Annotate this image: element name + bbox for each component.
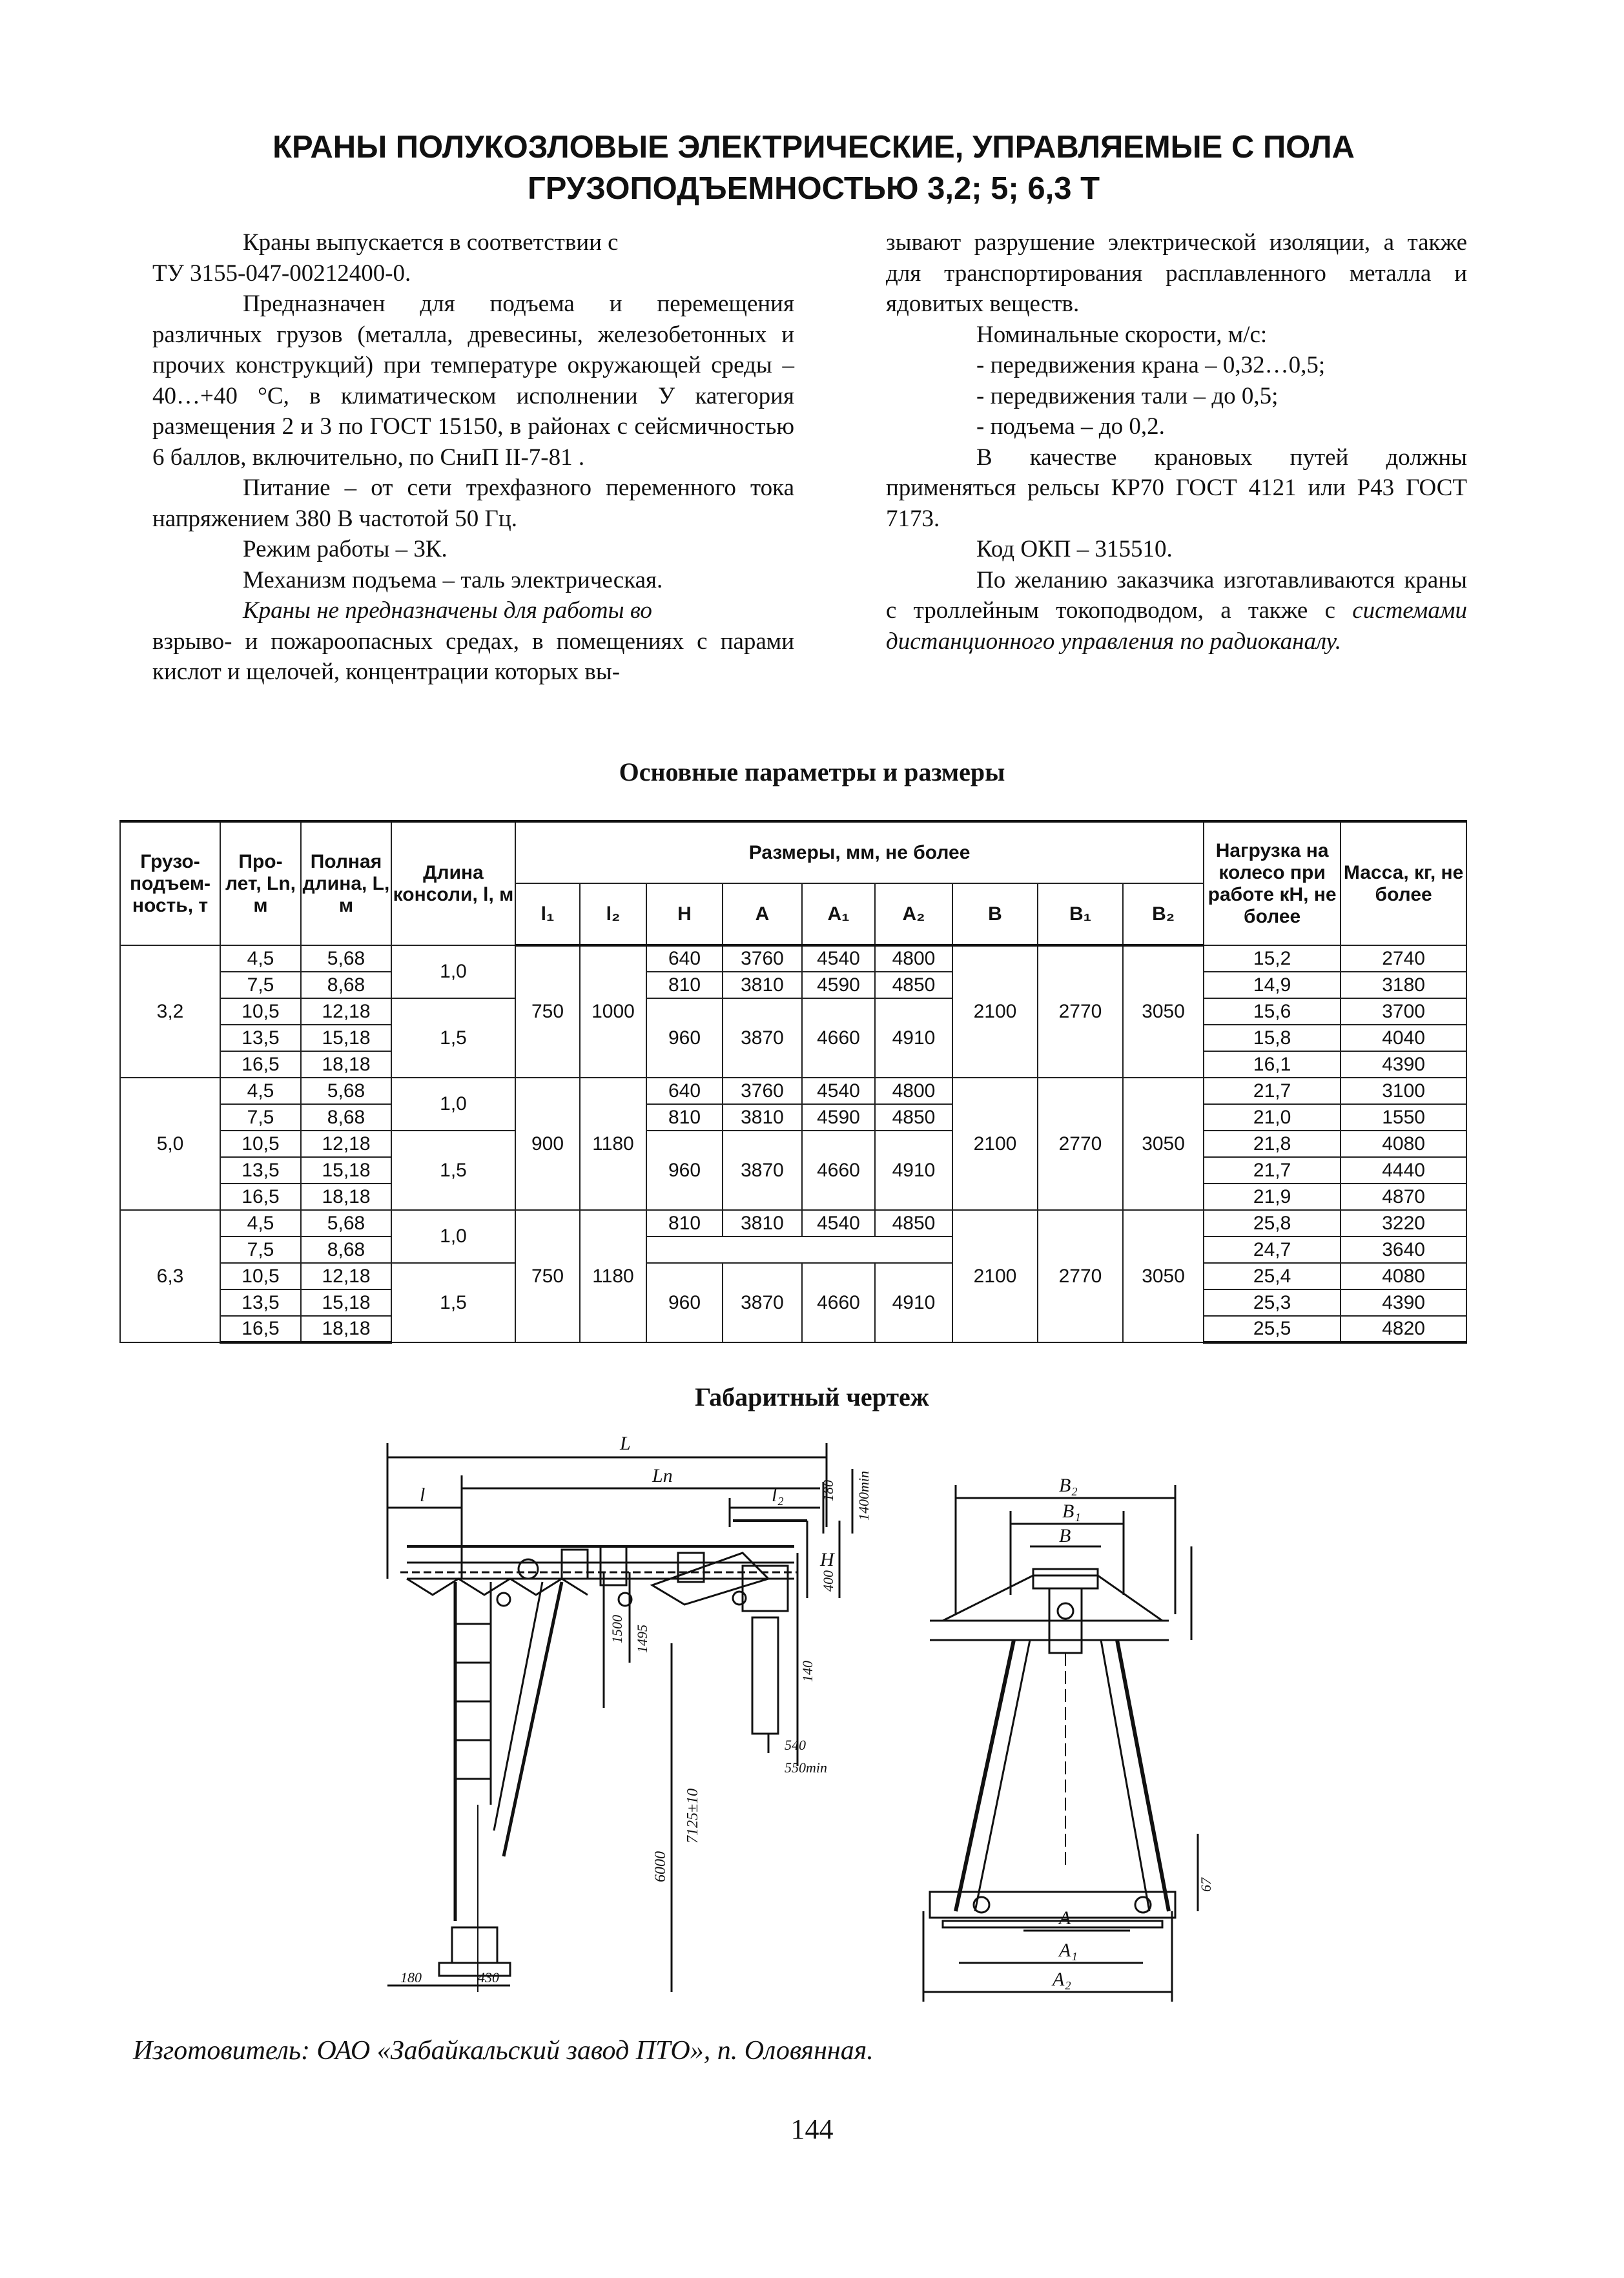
l1-cell: 750 bbox=[515, 1210, 580, 1342]
left-column bbox=[152, 227, 794, 688]
mass-cell: 4080 bbox=[1341, 1263, 1466, 1289]
dim-140: 140 bbox=[799, 1661, 816, 1682]
length-cell: 12,18 bbox=[301, 1131, 391, 1157]
header-dimensions: Размеры, мм, не более bbox=[515, 821, 1204, 883]
page-number: 144 bbox=[790, 2113, 834, 2145]
a-cell: 3870 bbox=[723, 1263, 802, 1342]
a2-cell: 4800 bbox=[875, 1078, 952, 1104]
empty-cell bbox=[875, 1236, 952, 1263]
paragraph-rails: В качестве крановых путей должны применяться рельсы КР70 ГОСТ 4121 или Р43 ГОСТ 7173. bbox=[886, 444, 1467, 532]
length-cell: 15,18 bbox=[301, 1157, 391, 1184]
h-cell: 960 bbox=[646, 998, 723, 1078]
console-cell: 1,0 bbox=[391, 1210, 515, 1263]
paragraph-okp-code: Код ОКП – 315510. bbox=[976, 536, 1173, 562]
table-row bbox=[120, 972, 1466, 998]
length-cell: 5,68 bbox=[301, 945, 391, 972]
dim-180-top: 180 bbox=[820, 1480, 836, 1501]
b-cell: 2100 bbox=[952, 945, 1038, 1078]
header-length: Полная длина, L, м bbox=[301, 821, 391, 945]
load-cell: 16,1 bbox=[1204, 1051, 1341, 1078]
l1-cell: 900 bbox=[515, 1078, 580, 1210]
empty-cell bbox=[802, 1236, 875, 1263]
console-cell: 1,5 bbox=[391, 1263, 515, 1342]
dim-B1: B₁ bbox=[1062, 1501, 1081, 1522]
l1-cell: 750 bbox=[515, 945, 580, 1078]
page-title bbox=[116, 127, 1511, 209]
header-console: Длина консоли, l, м bbox=[391, 821, 515, 945]
header-mass: Масса, кг, не более bbox=[1341, 821, 1466, 945]
table-row bbox=[120, 1236, 1466, 1263]
speed-item-hoist: - передвижения тали – до 0,5; bbox=[976, 382, 1279, 409]
load-cell: 21,7 bbox=[1204, 1078, 1341, 1104]
header-b1: B₁ bbox=[1038, 883, 1123, 945]
dim-l2: l₂ bbox=[772, 1484, 784, 1506]
a2-cell: 4850 bbox=[875, 972, 952, 998]
a1-cell: 4590 bbox=[802, 972, 875, 998]
header-b: B bbox=[952, 883, 1038, 945]
span-cell: 4,5 bbox=[220, 1078, 301, 1104]
a2-cell: 4800 bbox=[875, 945, 952, 972]
b1-cell: 2770 bbox=[1038, 1210, 1123, 1342]
paragraph-purpose: Предназначен для подъема и перемещения различных грузов (металла, древесины, железобетонных и прочих конструкций) при температуре окружающей среды –40…+40 °С, в климатическом исполнении У категория размещения 2 и 3 по ГОСТ 15150, в районах с сейсмичностью 6 баллов, включительно, по СниП II-7-81 . bbox=[152, 291, 794, 471]
paragraph-mechanism: Механизм подъема – таль электрическая. bbox=[243, 566, 663, 593]
capacity-cell: 6,3 bbox=[120, 1210, 220, 1342]
title-line-1: КРАНЫ ПОЛУКОЗЛОВЫЕ ЭЛЕКТРИЧЕСКИЕ, УПРАВЛЯЕМЫЕ С ПОЛА bbox=[272, 130, 1355, 165]
dim-A2: A₂ bbox=[1053, 1969, 1071, 1990]
span-cell: 10,5 bbox=[220, 1131, 301, 1157]
dim-7125: 7125±10 bbox=[684, 1788, 701, 1843]
header-a: A bbox=[723, 883, 802, 945]
table-row bbox=[120, 1104, 1466, 1131]
length-cell: 18,18 bbox=[301, 1184, 391, 1210]
header-capacity: Грузо-подъем-ность, т bbox=[120, 821, 220, 945]
span-cell: 4,5 bbox=[220, 1210, 301, 1236]
b2-cell: 3050 bbox=[1123, 945, 1204, 1078]
dim-1400min: 1400min bbox=[856, 1471, 872, 1521]
length-cell: 8,68 bbox=[301, 1236, 391, 1263]
a1-cell: 4590 bbox=[802, 1104, 875, 1131]
header-l2: l₂ bbox=[580, 883, 646, 945]
table-row bbox=[120, 1263, 1466, 1289]
dim-B2: B₂ bbox=[1059, 1475, 1078, 1496]
paragraph-power: Питание – от сети трехфазного переменного тока напряжением 380 В частотой 50 Гц. bbox=[152, 475, 794, 532]
a-cell: 3810 bbox=[723, 972, 802, 998]
dim-67: 67 bbox=[1198, 1878, 1214, 1892]
a1-cell: 4540 bbox=[802, 1210, 875, 1236]
h-cell: 640 bbox=[646, 945, 723, 972]
a1-cell: 4660 bbox=[802, 1263, 875, 1342]
dim-Ln: Ln bbox=[652, 1465, 673, 1486]
capacity-cell: 5,0 bbox=[120, 1078, 220, 1210]
front-dimension-labels bbox=[1051, 1475, 1214, 1990]
paragraph-standard-code: ТУ 3155-047-00212400-0. bbox=[152, 260, 411, 287]
right-column bbox=[886, 227, 1467, 657]
mass-cell: 1550 bbox=[1341, 1104, 1466, 1131]
load-cell: 21,7 bbox=[1204, 1157, 1341, 1184]
dim-180-bottom: 180 bbox=[400, 1969, 422, 1986]
load-cell: 15,2 bbox=[1204, 945, 1341, 972]
header-a2: A₂ bbox=[875, 883, 952, 945]
h-cell: 640 bbox=[646, 1078, 723, 1104]
length-cell: 15,18 bbox=[301, 1025, 391, 1051]
load-cell: 25,5 bbox=[1204, 1316, 1341, 1342]
console-cell: 1,0 bbox=[391, 945, 515, 998]
header-a1: A₁ bbox=[802, 883, 875, 945]
b2-cell: 3050 bbox=[1123, 1210, 1204, 1342]
b1-cell: 2770 bbox=[1038, 1078, 1123, 1210]
mass-cell: 4870 bbox=[1341, 1184, 1466, 1210]
drawing-heading: Габаритный чертеж bbox=[695, 1382, 929, 1411]
dim-1495: 1495 bbox=[634, 1625, 650, 1653]
params-heading: Основные параметры и размеры bbox=[619, 757, 1005, 786]
a1-cell: 4660 bbox=[802, 1131, 875, 1210]
console-cell: 1,0 bbox=[391, 1078, 515, 1131]
l2-cell: 1180 bbox=[580, 1210, 646, 1342]
length-cell: 12,18 bbox=[301, 998, 391, 1025]
span-cell: 16,5 bbox=[220, 1184, 301, 1210]
header-l1: l₁ bbox=[515, 883, 580, 945]
a-cell: 3760 bbox=[723, 1078, 802, 1104]
dim-A: A bbox=[1059, 1907, 1071, 1929]
manufacturer-note: Изготовитель: ОАО «Забайкальский завод ПТО», п. Оловянная. bbox=[133, 2036, 874, 2066]
load-cell: 15,8 bbox=[1204, 1025, 1341, 1051]
length-cell: 8,68 bbox=[301, 972, 391, 998]
mass-cell: 3640 bbox=[1341, 1236, 1466, 1263]
a1-cell: 4540 bbox=[802, 945, 875, 972]
empty-cell bbox=[723, 1236, 802, 1263]
length-cell: 8,68 bbox=[301, 1104, 391, 1131]
h-cell: 960 bbox=[646, 1263, 723, 1342]
load-cell: 25,8 bbox=[1204, 1210, 1341, 1236]
parameters-table bbox=[119, 820, 1467, 1344]
span-cell: 10,5 bbox=[220, 1263, 301, 1289]
load-cell: 21,0 bbox=[1204, 1104, 1341, 1131]
dim-400: 400 bbox=[820, 1570, 836, 1592]
a-cell: 3810 bbox=[723, 1210, 802, 1236]
dim-550min: 550min bbox=[785, 1760, 827, 1776]
dim-430: 430 bbox=[478, 1969, 499, 1986]
b-cell: 2100 bbox=[952, 1078, 1038, 1210]
table-row bbox=[120, 998, 1466, 1025]
a2-cell: 4910 bbox=[875, 1263, 952, 1342]
a-cell: 3760 bbox=[723, 945, 802, 972]
a2-cell: 4850 bbox=[875, 1104, 952, 1131]
load-cell: 24,7 bbox=[1204, 1236, 1341, 1263]
table-row bbox=[120, 1210, 1466, 1236]
span-cell: 13,5 bbox=[220, 1025, 301, 1051]
dim-H: H bbox=[820, 1549, 834, 1570]
a2-cell: 4850 bbox=[875, 1210, 952, 1236]
span-cell: 7,5 bbox=[220, 1104, 301, 1131]
load-cell: 21,8 bbox=[1204, 1131, 1341, 1157]
dim-1500: 1500 bbox=[609, 1615, 625, 1643]
span-cell: 7,5 bbox=[220, 972, 301, 998]
a1-cell: 4660 bbox=[802, 998, 875, 1078]
a-cell: 3870 bbox=[723, 998, 802, 1078]
table-row bbox=[120, 1131, 1466, 1157]
paragraph-restriction-italic: Краны не предназначены для работы во bbox=[243, 597, 652, 624]
b1-cell: 2770 bbox=[1038, 945, 1123, 1078]
side-dimension-labels bbox=[400, 1433, 872, 1986]
length-cell: 5,68 bbox=[301, 1078, 391, 1104]
span-cell: 16,5 bbox=[220, 1316, 301, 1342]
header-b2: B₂ bbox=[1123, 883, 1204, 945]
l2-cell: 1180 bbox=[580, 1078, 646, 1210]
span-cell: 7,5 bbox=[220, 1236, 301, 1263]
paragraph-speeds-heading: Номинальные скорости, м/с: bbox=[976, 321, 1268, 348]
span-cell: 13,5 bbox=[220, 1157, 301, 1184]
header-h: H bbox=[646, 883, 723, 945]
paragraph-restriction-continued: зывают разрушение электрической изоляции, а также для транспортирования расплавленного металла и ядовитых веществ. bbox=[886, 229, 1467, 317]
mass-cell: 4040 bbox=[1341, 1025, 1466, 1051]
a2-cell: 4910 bbox=[875, 998, 952, 1078]
mass-cell: 3220 bbox=[1341, 1210, 1466, 1236]
a-cell: 3870 bbox=[723, 1131, 802, 1210]
dim-6000: 6000 bbox=[652, 1851, 669, 1882]
side-view-drawing bbox=[381, 1430, 917, 1992]
b2-cell: 3050 bbox=[1123, 1078, 1204, 1210]
dim-540: 540 bbox=[785, 1737, 806, 1753]
paragraph-mode: Режим работы – 3К. bbox=[243, 536, 447, 562]
table-row bbox=[120, 945, 1466, 972]
speed-item-crane: - передвижения крана – 0,32…0,5; bbox=[976, 352, 1326, 378]
mass-cell: 4440 bbox=[1341, 1157, 1466, 1184]
h-cell: 960 bbox=[646, 1131, 723, 1210]
table-row bbox=[120, 1078, 1466, 1104]
empty-cell bbox=[646, 1236, 723, 1263]
length-cell: 18,18 bbox=[301, 1316, 391, 1342]
mass-cell: 4390 bbox=[1341, 1289, 1466, 1316]
load-cell: 15,6 bbox=[1204, 998, 1341, 1025]
header-span: Про-лет, Ln, м bbox=[220, 821, 301, 945]
h-cell: 810 bbox=[646, 972, 723, 998]
span-cell: 13,5 bbox=[220, 1289, 301, 1316]
header-wheel-load: Нагрузка на колесо при работе кН, не более bbox=[1204, 821, 1341, 945]
length-cell: 15,18 bbox=[301, 1289, 391, 1316]
a-cell: 3810 bbox=[723, 1104, 802, 1131]
mass-cell: 4820 bbox=[1341, 1316, 1466, 1342]
dim-A1: A₁ bbox=[1059, 1940, 1078, 1961]
b-cell: 2100 bbox=[952, 1210, 1038, 1342]
options-text: По желанию заказчика изготавливаются краны с троллейным токоподводом, а также с bbox=[886, 566, 1467, 624]
l2-cell: 1000 bbox=[580, 945, 646, 1078]
side-dimension-lines bbox=[387, 1443, 852, 1992]
mass-cell: 4080 bbox=[1341, 1131, 1466, 1157]
load-cell: 21,9 bbox=[1204, 1184, 1341, 1210]
title-line-2: ГРУЗОПОДЪЕМНОСТЬЮ 3,2; 5; 6,3 Т bbox=[527, 171, 1100, 206]
mass-cell: 3700 bbox=[1341, 998, 1466, 1025]
mass-cell: 3100 bbox=[1341, 1078, 1466, 1104]
span-cell: 16,5 bbox=[220, 1051, 301, 1078]
dim-B: B bbox=[1059, 1525, 1071, 1546]
length-cell: 5,68 bbox=[301, 1210, 391, 1236]
front-view-drawing bbox=[904, 1446, 1505, 2008]
paragraph-standard: Краны выпускается в соответствии с bbox=[243, 229, 619, 256]
a2-cell: 4910 bbox=[875, 1131, 952, 1210]
h-cell: 810 bbox=[646, 1104, 723, 1131]
dim-L: L bbox=[620, 1433, 631, 1454]
paragraph-options bbox=[886, 565, 1467, 657]
span-cell: 4,5 bbox=[220, 945, 301, 972]
mass-cell: 4390 bbox=[1341, 1051, 1466, 1078]
span-cell: 10,5 bbox=[220, 998, 301, 1025]
mass-cell: 2740 bbox=[1341, 945, 1466, 972]
side-crane-structure bbox=[387, 1521, 807, 1992]
dim-l: l bbox=[420, 1484, 426, 1506]
a1-cell: 4540 bbox=[802, 1078, 875, 1104]
options-italic-text: системами дистанционного управления по радиоканалу. bbox=[886, 597, 1468, 655]
paragraph-restriction: взрыво- и пожароопасных средах, в помещениях с парами кислот и щелочей, концентрации которых вы- bbox=[152, 628, 794, 685]
mass-cell: 3180 bbox=[1341, 972, 1466, 998]
load-cell: 25,4 bbox=[1204, 1263, 1341, 1289]
length-cell: 12,18 bbox=[301, 1263, 391, 1289]
h-cell: 810 bbox=[646, 1210, 723, 1236]
console-cell: 1,5 bbox=[391, 998, 515, 1078]
speed-item-lift: - подъема – до 0,2. bbox=[976, 413, 1165, 440]
console-cell: 1,5 bbox=[391, 1131, 515, 1210]
load-cell: 14,9 bbox=[1204, 972, 1341, 998]
length-cell: 18,18 bbox=[301, 1051, 391, 1078]
front-crane-structure bbox=[930, 1569, 1175, 1927]
capacity-cell: 3,2 bbox=[120, 945, 220, 1078]
load-cell: 25,3 bbox=[1204, 1289, 1341, 1316]
